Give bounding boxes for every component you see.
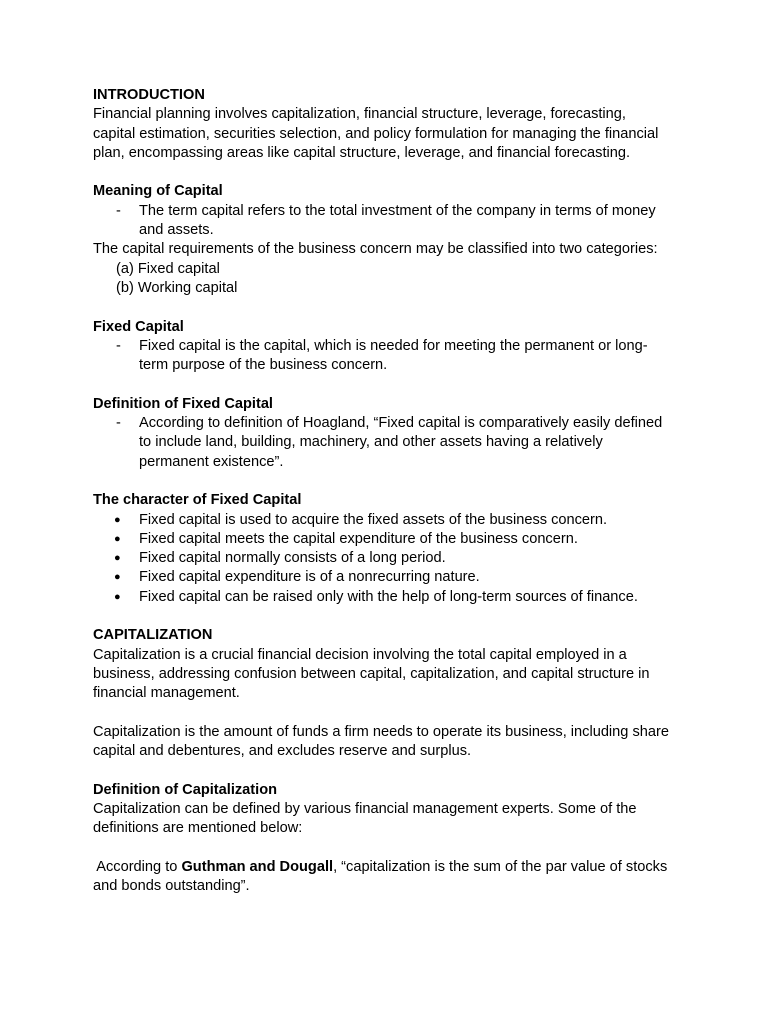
fixed-capital-list (93, 337, 672, 376)
quote-author: Guthman and Dougall (181, 858, 334, 875)
spacer (93, 298, 672, 317)
spacer (93, 163, 672, 182)
spacer (93, 375, 672, 394)
list-item: ● Fixed capital is used to acquire the fixed assets of the business concern. (93, 511, 672, 530)
capitalization-heading: CAPITALIZATION (93, 627, 213, 644)
list-item: - The term capital refers to the total investment of the company in terms of money and assets. (93, 202, 672, 241)
introduction-text: Financial planning involves capitalization, financial structure, leverage, forecasting, capital estimation, securities selection, and policy formulation for managing the financial plan, encompassing areas like capital structure, leverage, and financial forecasting. (93, 106, 659, 161)
spacer (93, 704, 672, 723)
list-item: - Fixed capital is the capital, which is needed for meeting the permanent or long-term purpose of the business concern. (93, 337, 672, 376)
spacer (93, 839, 672, 858)
category-working-capital: (b) Working capital (116, 279, 238, 296)
definition-fixed-capital-list (93, 414, 672, 472)
definition-fixed-capital-heading: Definition of Fixed Capital (93, 395, 273, 412)
spacer (93, 761, 672, 780)
spacer (93, 472, 672, 491)
capitalization-text-1: Capitalization is a crucial financial decision involving the total capital employed in a business, addressing confusion between capital, capitalization, and capital structure in financial management. (93, 646, 650, 702)
list-item: - According to definition of Hoagland, “Fixed capital is comparatively easily defined to include land, building, machinery, and other assets having a relatively permanent existence”. (93, 414, 672, 472)
character-fixed-capital-list (93, 511, 672, 607)
list-item: ● Fixed capital normally consists of a long period. (93, 549, 672, 568)
meaning-of-capital-heading: Meaning of Capital (93, 183, 223, 200)
category-fixed-capital: (a) Fixed capital (116, 260, 220, 277)
capitalization-text-2: Capitalization is the amount of funds a firm needs to operate its business, including share capital and debentures, and excludes reserve and surplus. (93, 723, 669, 760)
quote-prefix: According to (93, 858, 182, 875)
capital-requirements-text: The capital requirements of the business concern may be classified into two categories: (93, 241, 658, 258)
definition-capitalization-heading: Definition of Capitalization (93, 781, 278, 798)
spacer (93, 607, 672, 626)
quote-text: , “capitalization is the sum of the par value of stocks and bonds outstanding”. (93, 858, 668, 895)
list-item: ● Fixed capital meets the capital expenditure of the business concern. (93, 530, 672, 549)
character-fixed-capital-heading: The character of Fixed Capital (93, 492, 302, 509)
meaning-of-capital-list (93, 202, 672, 241)
guthman-dougall-quote (93, 858, 672, 897)
list-item: ● Fixed capital can be raised only with the help of long-term sources of finance. (93, 588, 672, 607)
fixed-capital-heading: Fixed Capital (93, 318, 184, 335)
introduction-heading: INTRODUCTION (93, 87, 205, 103)
definition-capitalization-text: Capitalization can be defined by various financial management experts. Some of the definitions are mentioned below: (93, 800, 637, 837)
list-item: ● Fixed capital expenditure is of a nonrecurring nature. (93, 568, 672, 587)
